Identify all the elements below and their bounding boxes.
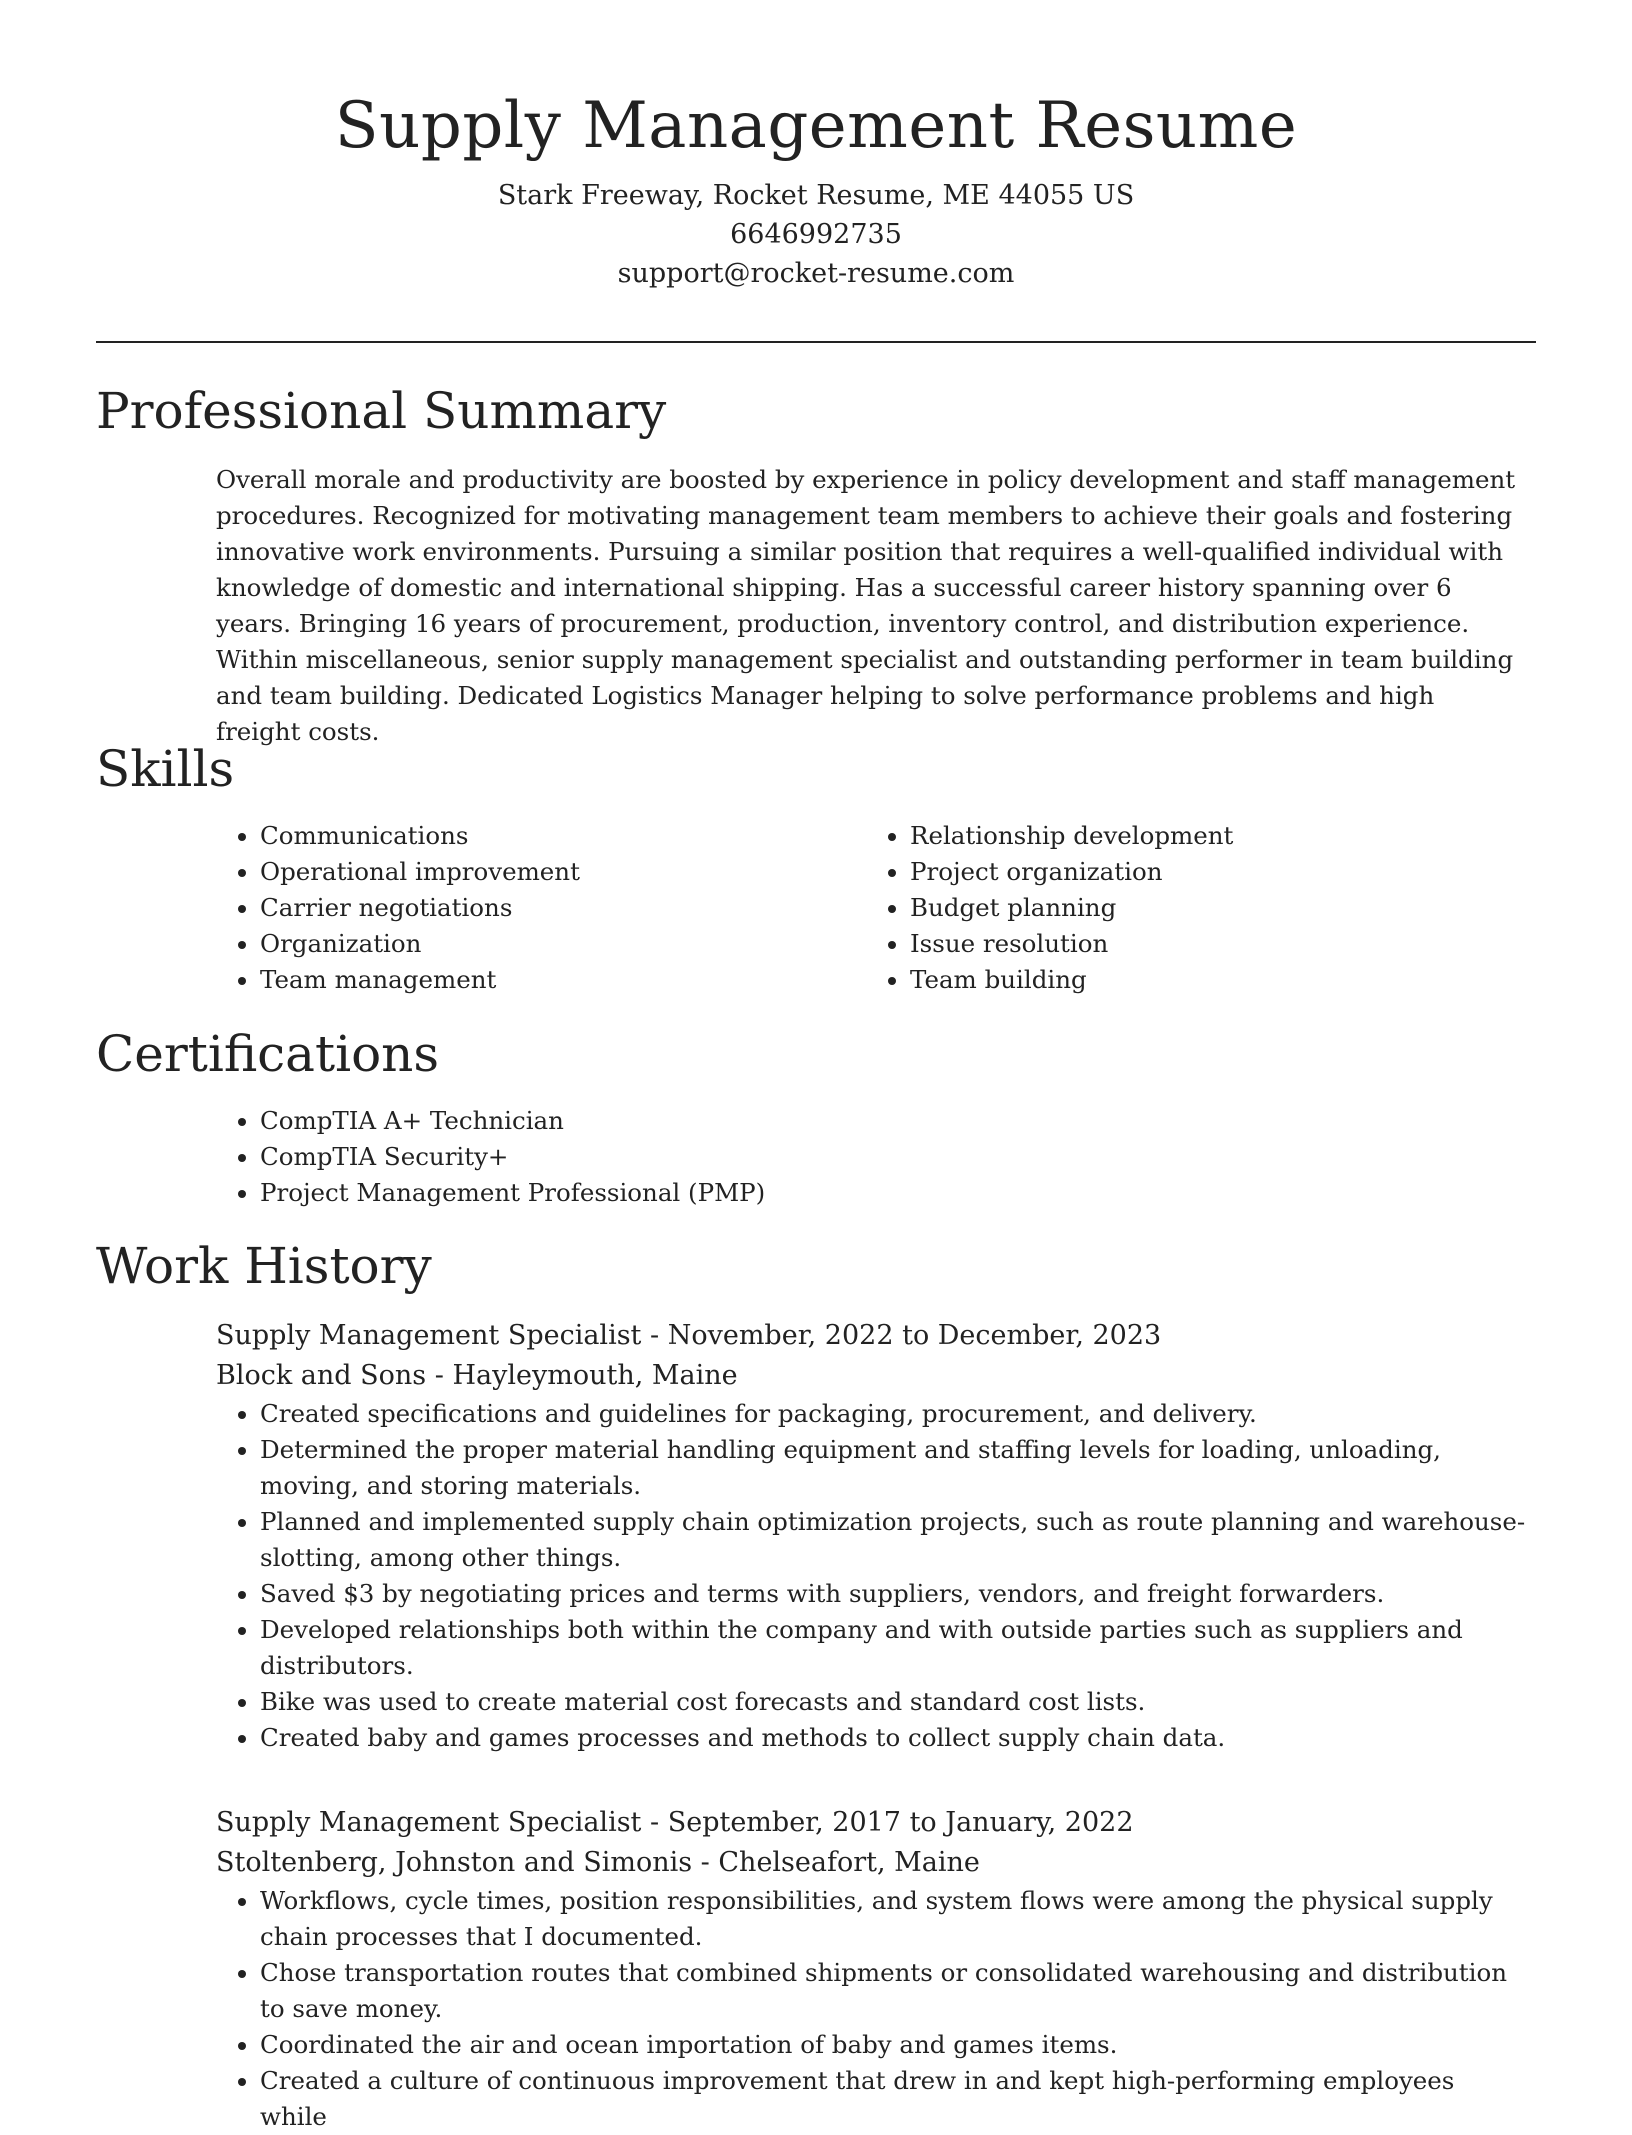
- skill-item: • Team management: [260, 962, 816, 998]
- job-role: Supply Management Specialist: [216, 1320, 642, 1351]
- skills-column-right: [866, 818, 1466, 998]
- job-location: Hayleymouth, Maine: [452, 1360, 738, 1391]
- certification-item: • CompTIA Security+: [260, 1139, 1516, 1175]
- job-location: Chelseafort, Maine: [718, 1847, 980, 1878]
- certifications-list: [216, 1103, 1516, 1211]
- job-bullets: [216, 1883, 1536, 2135]
- certification-item: • CompTIA A+ Technician: [260, 1103, 1516, 1139]
- job-bullet: • Created a culture of continuous improvement that drew in and kept high-performing employees while: [260, 2063, 1536, 2135]
- job-bullet: • Planned and implemented supply chain optimization projects, such as route planning and warehouse-slotting, among other things.: [260, 1504, 1536, 1576]
- resume-header: [96, 82, 1536, 293]
- section-title-summary: Professional Summary: [96, 382, 667, 440]
- job-bullet: • Created specifications and guidelines for packaging, procurement, and delivery.: [260, 1396, 1536, 1432]
- skill-item: • Carrier negotiations: [260, 890, 816, 926]
- section-title-certifications: Certifications: [96, 1025, 440, 1083]
- job-entry: [216, 1803, 1536, 2135]
- job-company: Block and Sons: [216, 1360, 427, 1391]
- job-bullet: • Bike was used to create material cost forecasts and standard cost lists.: [260, 1684, 1536, 1720]
- job-bullets: [216, 1396, 1536, 1756]
- contact-info: [96, 176, 1536, 293]
- contact-phone: 6646992735: [730, 219, 902, 250]
- section-title-work-history: Work History: [96, 1237, 432, 1295]
- job-dates: September, 2017 to January, 2022: [667, 1807, 1134, 1838]
- skill-item: • Budget planning: [910, 890, 1466, 926]
- job-company-line: Block and Sons - Hayleymouth, Maine: [216, 1360, 738, 1391]
- job-role: Supply Management Specialist: [216, 1807, 642, 1838]
- section-title-skills: Skills: [96, 740, 235, 798]
- job-bullet: • Saved $3 by negotiating prices and terms with suppliers, vendors, and freight forwarders.: [260, 1576, 1536, 1612]
- job-bullet: • Workflows, cycle times, position responsibilities, and system flows were among the physical supply chain processes that I documented.: [260, 1883, 1536, 1955]
- header-divider: [96, 341, 1536, 343]
- certification-item: • Project Management Professional (PMP): [260, 1175, 1516, 1211]
- job-company: Stoltenberg, Johnston and Simonis: [216, 1847, 693, 1878]
- job-bullet: • Chose transportation routes that combined shipments or consolidated warehousing and distribution to save money.: [260, 1955, 1536, 2027]
- job-bullet: • Coordinated the air and ocean importation of baby and games items.: [260, 2027, 1536, 2063]
- job-title-line: Supply Management Specialist - September, 2017 to January, 2022: [216, 1807, 1134, 1838]
- skill-item: • Operational improvement: [260, 854, 816, 890]
- skill-item: • Organization: [260, 926, 816, 962]
- job-title-line: Supply Management Specialist - November, 2022 to December, 2023: [216, 1320, 1162, 1351]
- resume-title: Supply Management Resume: [334, 89, 1298, 163]
- skills-column-left: [216, 818, 816, 998]
- job-bullet: • Developed relationships both within the company and with outside parties such as suppliers and distributors.: [260, 1612, 1536, 1684]
- job-bullet: • Created baby and games processes and methods to collect supply chain data.: [260, 1720, 1536, 1756]
- job-bullet: • Determined the proper material handling equipment and staffing levels for loading, unloading, moving, and storing materials.: [260, 1432, 1536, 1504]
- skill-item: • Communications: [260, 818, 816, 854]
- skill-item: • Team building: [910, 962, 1466, 998]
- job-company-line: Stoltenberg, Johnston and Simonis - Chelseafort, Maine: [216, 1847, 980, 1878]
- skill-item: • Relationship development: [910, 818, 1466, 854]
- skill-item: • Project organization: [910, 854, 1466, 890]
- contact-address: Stark Freeway, Rocket Resume, ME 44055 US: [497, 180, 1135, 211]
- job-dates: November, 2022 to December, 2023: [667, 1320, 1162, 1351]
- job-entry: [216, 1316, 1536, 1756]
- summary-text: Overall morale and productivity are boosted by experience in policy development and staff management procedures. Recognized for motivating management team members to achieve their goals and fostering innovative work environments. Pursuing a similar position that requires a well-qualified individual with knowledge of domestic and international shipping. Has a successful career history spanning over 6 years. Bringing 16 years of procurement, production, inventory control, and distribution experience. Within miscellaneous, senior supply management specialist and outstanding performer in team building and team building. Dedicated Logistics Manager helping to solve performance problems and high freight costs.: [216, 465, 1516, 746]
- contact-email: support@rocket-resume.com: [617, 258, 1015, 289]
- skill-item: • Issue resolution: [910, 926, 1466, 962]
